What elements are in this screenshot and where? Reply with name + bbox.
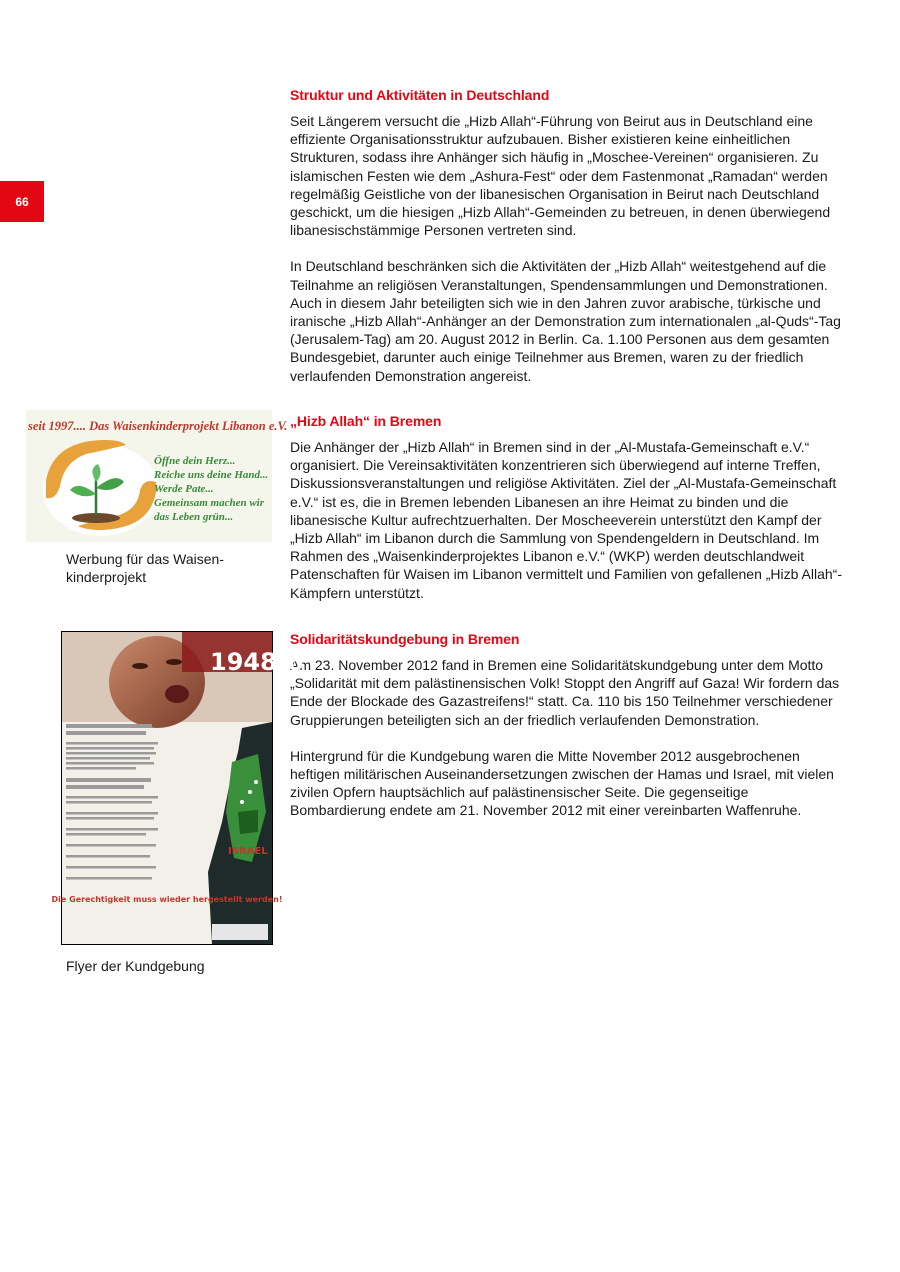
section-heading: „Hizb Allah“ in Bremen <box>290 413 442 429</box>
section-hizb-bremen <box>290 412 842 602</box>
paragraph: Am 23. November 2012 fand in Bremen eine Solidaritätskundgebung unter dem Motto „Solidarität mit dem palästinensischen Volk! Stoppt den Angriff auf Gaza! Wir fordern das Ende der Blockade des Gazastreifens!“ statt. Ca. 110 bis 150 Teilnehmer verschiedener Gruppierungen beteiligten sich an der friedlich verlaufenden Demonstration. <box>290 657 840 728</box>
paragraph: Seit Längerem versucht die „Hizb Allah“-Führung von Beirut aus in Deutschland eine effiziente Organisationsstruktur aufzubauen. Bisher existieren keine einheitlichen Strukturen, sodass ihre Anhänger sich häufig in „Moschee-Vereinen“ organisieren. Zu islamischen Festen wie dem „Ashura-Fest“ oder dem Fastenmonat „Ramadan“ werden regelmäßig Geistliche von der libanesischen Organisation in Beirut nach Deutschland geschickt, um die hiesigen „Hizb Allah“-Gemeinden zu betreuen, in denen überwiegend libanesischstämmige Personen vertreten sind. <box>290 113 831 239</box>
rally-flyer-image <box>51 631 304 945</box>
orphan-slogan-line: Werde Pate... <box>154 483 214 495</box>
section-heading: Struktur und Aktivitäten in Deutschland <box>290 87 550 103</box>
paragraph: Hintergrund für die Kundgebung waren die Mitte November 2012 ausgebrochenen heftigen militärischen Auseinandersetzungen zwischen der Hamas und Israel, mit vielen zivilen Opfern hauptsächlich auf palästinensischer Seite. Die gegenseitige Bombardierung endete am 21. November 2012 mit einer vereinbarten Waffenruhe. <box>290 747 834 819</box>
orphan-slogan-line: Reiche uns deine Hand... <box>154 469 269 481</box>
flyer-year-banner: 1948-6 <box>210 648 304 676</box>
figure-caption: Werbung für das Waisen-kinderprojekt <box>66 551 224 585</box>
figure-caption: Flyer der Kundgebung <box>66 958 205 974</box>
orphan-slogan-line: das Leben grün... <box>154 511 234 523</box>
flyer-justice-slogan: Die Gerechtigkeit muss wieder hergestellt werden! <box>51 895 283 904</box>
section-structure <box>290 86 842 385</box>
flyer-israel-label: ISRAEL <box>228 846 268 857</box>
orphan-slogan-line: Öffne dein Herz... <box>154 455 236 467</box>
orphan-project-banner: seit 1997.... Das Waisenkinderprojekt Libanon e.V. <box>28 419 288 433</box>
orphan-project-image <box>26 410 288 542</box>
section-heading: Solidaritätskundgebung in Bremen <box>290 631 520 647</box>
page-number-tab: 66 <box>0 181 44 222</box>
orphan-slogan-line: Gemeinsam machen wir <box>154 497 265 509</box>
paragraph: Die Anhänger der „Hizb Allah“ in Bremen sind in der „Al-Mustafa-Gemeinschaft e.V.“ organisiert. Die Vereinsaktivitäten konzentrieren sich überwiegend auf interne Treffen, Diskussionsveranstaltungen und religiöse Aktivitäten. Ziel der „Al-Mustafa-Gemeinschaft e.V.“ ist es, die in Bremen lebenden Libanesen an ihre Heimat zu binden und die libanesische Kultur aufrechtzuerhalten. Der Moscheeverein unterstützt den Kampf der „Hizb Allah“ im Libanon durch die Sammlung von Spendengeldern in Deutschland. Im Rahmen des „Waisenkinderprojektes Libanon e.V.“ (WKP) werden deutschlandweit Patenschaften für Waisen im Libanon vermittelt und Familien von gefallenen „Hizb Allah“-Kämpfern unterstützt. <box>290 439 842 601</box>
paragraph: In Deutschland beschränken sich die Aktivitäten der „Hizb Allah“ weitestgehend auf die Teilnahme an religiösen Veranstaltungen, Spendensammlungen und Demonstrationen. Auch in diesem Jahr beteiligten sich wie in den Jahren zuvor arabische, türkische und iranische „Hizb Allah“-Anhänger an der Demonstration zum internationalen „al-Quds“-Tag (Jerusalem-Tag) am 20. August 2012 in Berlin. Ca. 1.100 Personen aus dem gesamten Bundesgebiet, darunter auch einige Teilnehmer aus Bremen, waren zu der friedlich verlaufenden Demonstration angereist. <box>290 258 841 384</box>
section-solidarity-rally <box>290 630 842 820</box>
